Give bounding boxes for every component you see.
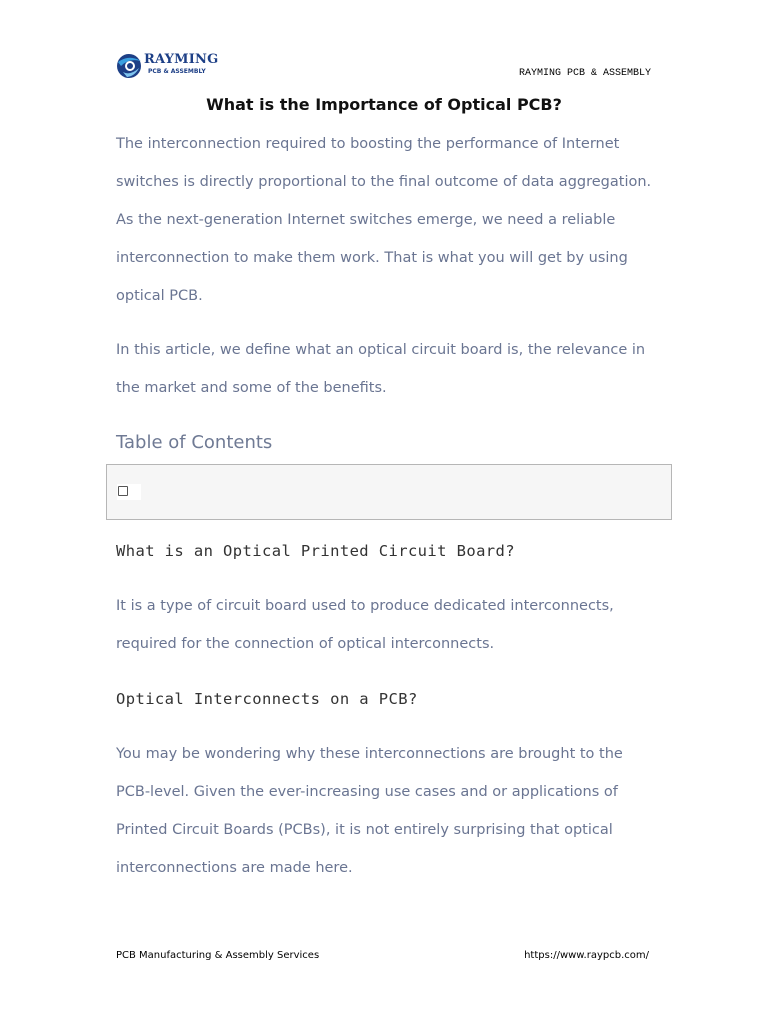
rayming-logo-icon [115,52,143,80]
header-company-name: RAYMING PCB & ASSEMBLY [518,68,651,79]
checkbox-icon [118,486,128,496]
heading-optical-interconnects: Optical Interconnects on a PCB? [116,690,418,708]
optical-interconnects-paragraph: You may be wondering why these interconnections are brought to the PCB-level. Given the ever-increasing use cases and or applications of Printed Circuit Boards (PCBs), it is not entirely surprising that optical interconnections are made here. [116,746,623,876]
heading-optical-pcb: What is an Optical Printed Circuit Board? [116,542,516,560]
toc-toggle-checkbox[interactable] [117,484,141,500]
optical-pcb-paragraph: It is a type of circuit board used to produce dedicated interconnects, required for the connection of optical interconnects. [116,598,614,652]
footer-services: PCB Manufacturing & Assembly Services [116,950,320,961]
article-summary-paragraph: In this article, we define what an optical circuit board is, the relevance in the market and some of the benefits. [116,342,646,396]
intro-paragraph: The interconnection required to boosting the performance of Internet switches is directly proportional to the final outcome of data aggregation. As the next-generation Internet switches emerge, we need a reliable interconnection to make them work. That is what you will get by using optical PCB. [116,136,652,304]
page-title: What is the Importance of Optical PCB? [206,95,562,114]
toc-title: Table of Contents [116,432,273,453]
logo-subtitle: PCB & ASSEMBLY [148,68,206,75]
footer-url-link[interactable]: https://www.raypcb.com/ [524,950,649,961]
logo-wordmark: RAYMING [144,52,219,67]
rayming-logo [115,52,225,80]
toc-box [106,464,672,520]
